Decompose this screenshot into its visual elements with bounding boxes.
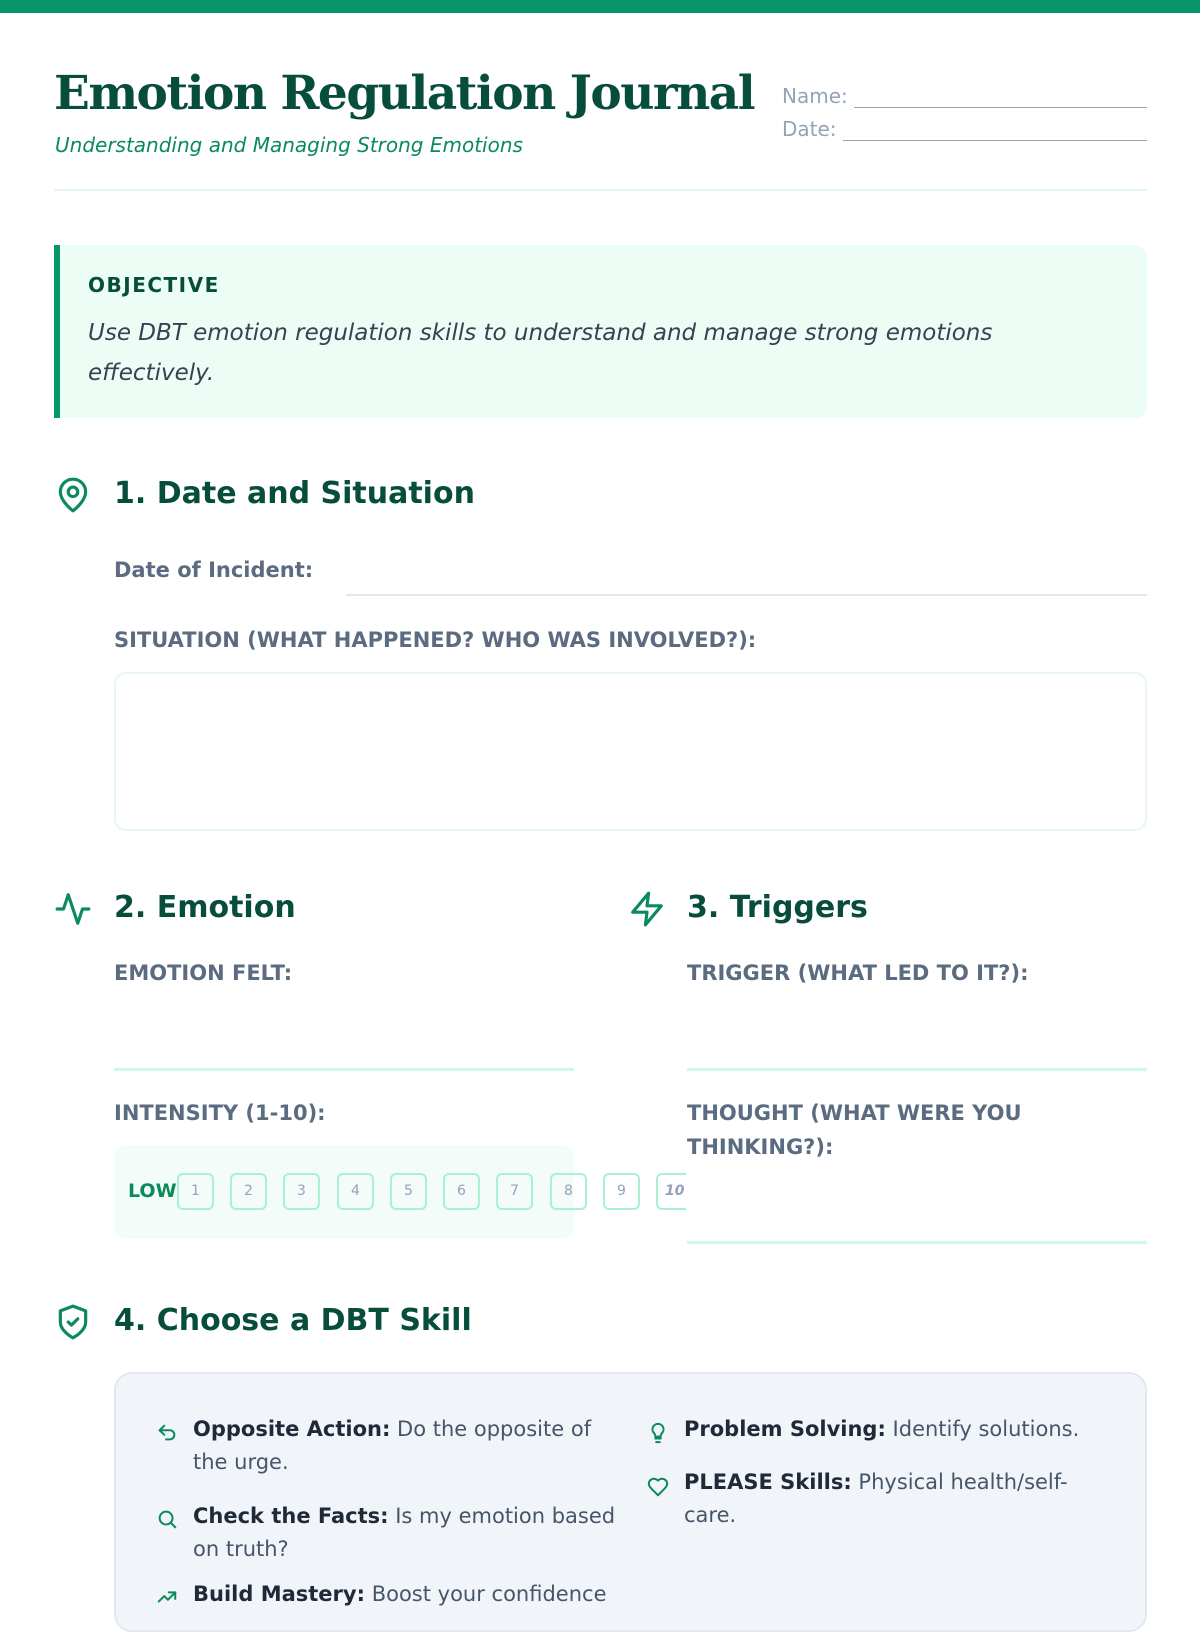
trigger-input[interactable] xyxy=(687,1068,1147,1071)
date-of-incident-label: Date of Incident: xyxy=(114,558,314,582)
date-label: Date: xyxy=(782,117,837,141)
page-title: Emotion Regulation Journal xyxy=(54,66,755,121)
skill-desc: Is my emotion based on truth? xyxy=(193,1504,616,1561)
top-accent-bar xyxy=(0,0,1200,13)
section-title-situation: 1. Date and Situation xyxy=(114,476,475,511)
intensity-option-2[interactable]: 2 xyxy=(230,1173,267,1210)
section-title-skills: 4. Choose a DBT Skill xyxy=(114,1303,472,1338)
skill-item-opposite-action xyxy=(193,1413,623,1479)
objective-callout xyxy=(54,245,1147,418)
heart-icon xyxy=(647,1476,669,1498)
emotion-felt-input[interactable] xyxy=(114,1068,574,1071)
skill-name: PLEASE Skills: xyxy=(684,1470,852,1494)
intensity-option-9[interactable]: 9 xyxy=(603,1173,640,1210)
section-title-triggers: 3. Triggers xyxy=(687,890,868,925)
intensity-option-8[interactable]: 8 xyxy=(550,1173,587,1210)
name-label: Name: xyxy=(782,84,848,108)
intensity-option-3[interactable]: 3 xyxy=(283,1173,320,1210)
skill-item-please-skills xyxy=(684,1466,1084,1532)
skill-desc: Do the opposite of the urge. xyxy=(193,1417,592,1474)
intensity-option-4[interactable]: 4 xyxy=(337,1173,374,1210)
trend-up-icon xyxy=(156,1586,178,1608)
intensity-option-5[interactable]: 5 xyxy=(390,1173,427,1210)
intensity-label: INTENSITY (1-10): xyxy=(114,1101,326,1125)
intensity-option-10[interactable]: 10 xyxy=(656,1173,686,1210)
date-line[interactable] xyxy=(843,120,1147,141)
page-subtitle: Understanding and Managing Strong Emotions xyxy=(55,133,523,157)
map-pin-icon xyxy=(54,476,92,514)
intensity-option-6[interactable]: 6 xyxy=(443,1173,480,1210)
skill-item-problem-solving xyxy=(684,1413,1104,1446)
name-line[interactable] xyxy=(854,87,1147,108)
header-divider xyxy=(54,189,1147,191)
skill-name: Check the Facts: xyxy=(193,1504,389,1528)
activity-pulse-icon xyxy=(54,890,92,928)
intensity-option-7[interactable]: 7 xyxy=(496,1173,533,1210)
trigger-label: TRIGGER (WHAT LED TO IT?): xyxy=(687,961,1029,985)
intensity-option-1[interactable]: 1 xyxy=(177,1173,214,1210)
skill-item-build-mastery xyxy=(193,1578,623,1611)
section-title-emotion: 2. Emotion xyxy=(114,890,296,925)
intensity-low-label: LOW xyxy=(128,1180,177,1202)
skill-desc: Physical health/self-care. xyxy=(684,1470,1068,1527)
name-field[interactable] xyxy=(782,84,1147,108)
skill-name: Build Mastery: xyxy=(193,1582,365,1606)
skill-desc: Boost your confidence xyxy=(371,1582,607,1606)
lightbulb-icon xyxy=(647,1422,669,1444)
skill-desc: Identify solutions. xyxy=(892,1417,1080,1441)
skill-name: Problem Solving: xyxy=(684,1417,886,1441)
thought-input[interactable] xyxy=(687,1241,1147,1244)
magnifier-icon xyxy=(156,1508,178,1530)
emotion-felt-label: EMOTION FELT: xyxy=(114,961,293,985)
lightning-bolt-icon xyxy=(628,890,666,928)
situation-label: SITUATION (WHAT HAPPENED? WHO WAS INVOLVED?): xyxy=(114,628,757,652)
situation-textarea[interactable] xyxy=(114,672,1147,831)
objective-label: OBJECTIVE xyxy=(88,273,220,297)
objective-text: Use DBT emotion regulation skills to understand and manage strong emotions effectively. xyxy=(88,320,993,386)
shield-check-icon xyxy=(54,1303,92,1341)
date-field[interactable] xyxy=(782,117,1147,141)
skill-name: Opposite Action: xyxy=(193,1417,391,1441)
date-of-incident-input[interactable] xyxy=(346,594,1147,596)
skill-item-check-the-facts xyxy=(193,1500,623,1566)
thought-label: THOUGHT (WHAT WERE YOU THINKING?): xyxy=(687,1101,1022,1159)
undo-arrow-icon xyxy=(156,1422,178,1444)
